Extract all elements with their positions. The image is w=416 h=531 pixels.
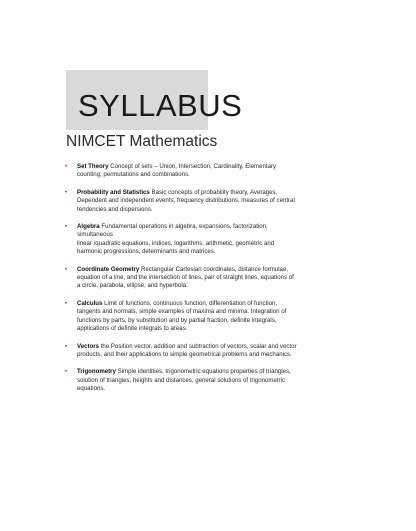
topic-name: Coordinate Geometry [77,265,140,273]
topic-text-line [77,308,307,316]
topic-list [62,163,307,403]
topic-description: Simple identities, trigonometric equations properties of triangles, [117,368,291,376]
topic-text-line [77,231,307,239]
topic-text-line [77,351,307,359]
topic-text-line [77,266,307,274]
topic-description: counting; permutations and combinations. [77,171,190,179]
list-item [62,163,307,180]
topic-name: Vectors [77,342,100,350]
topic-description: products, and their applications to simple geometrical problems and mechanics. [77,350,292,358]
topic-description: tendencies and dispersions. [77,205,153,213]
topic-text-line [77,248,307,256]
bullet-icon: • [65,164,68,170]
topic-description: linear /quadratic equations, indices, logarithms, arithmetic, geometric and [77,239,275,247]
page-title: SYLLABUS [78,88,243,123]
topic-description: equation of a line, and the intersection of lines, pair of straight lines, equations of [77,274,294,282]
topic-text-line [77,325,307,333]
topic-text-line [77,377,307,385]
topic-text-line [77,282,307,290]
topic-text-line [77,317,307,325]
list-item [62,343,307,360]
topic-name: Algebra [77,223,100,231]
topic-name: Set Theory [77,163,109,170]
topic-text-line [77,206,307,214]
topic-name: Probability and Statistics [77,188,150,196]
topic-text-line [77,163,307,171]
topic-description: tangents and normals, simple examples of maxima and minima. Integration of [77,308,287,316]
topic-description: the Position vector, addition and subtraction of vectors, scalar and vector [100,342,297,350]
bullet-icon: • [65,343,68,350]
bullet-icon: • [65,266,68,273]
topic-text-line [77,300,307,308]
topic-description: Rectangular Cartesian coordinates, distance formulae, [141,265,289,273]
topic-description: Limit of functions, continuous function, differentiation of function, [104,299,278,307]
topic-description: harmonic progressions, determinants and matrices. [77,248,216,256]
list-item [62,300,307,334]
bullet-icon: • [65,224,68,231]
topic-description: solution of triangles, heights and distances, general solutions of trigonometric [77,376,285,384]
topic-text-line [77,368,307,376]
list-item [62,223,307,257]
topic-text-line [77,189,307,197]
topic-text-line [77,240,307,248]
topic-description: Concept of sets – Union, Intersection, Cardinality, Elementary [110,163,277,170]
topic-text-line [77,385,307,393]
topic-description: simultaneous [77,231,113,239]
bullet-icon: • [65,189,68,196]
topic-text-line [77,197,307,205]
topic-text-line [77,171,307,179]
list-item [62,189,307,214]
topic-description: a circle, parabola, ellipse, and hyperbola. [77,282,188,290]
bullet-icon: • [65,300,68,307]
list-item [62,266,307,291]
topic-text-line [77,274,307,282]
section-subtitle: NIMCET Mathematics [66,133,218,150]
topic-name: Trigonometry [77,368,116,376]
topic-text-line [77,223,307,231]
topic-description: Fundamental operations in algebra, expansions, factorization, [101,223,268,231]
bullet-icon: • [65,369,68,376]
topic-description: functions by parts, by substitution and by partial fraction, definite integrals, [77,316,277,324]
topic-name: Calculus [77,299,103,307]
topic-description: Basic concepts of probability theory, Averages, [151,188,278,196]
topic-description: applications of definite integrals to areas. [77,325,188,333]
topic-text-line [77,343,307,351]
topic-description: equations. [77,385,106,393]
topic-description: Dependent and independent events, frequency distributions, measures of central [77,197,295,205]
list-item [62,368,307,393]
syllabus-banner [66,70,243,130]
